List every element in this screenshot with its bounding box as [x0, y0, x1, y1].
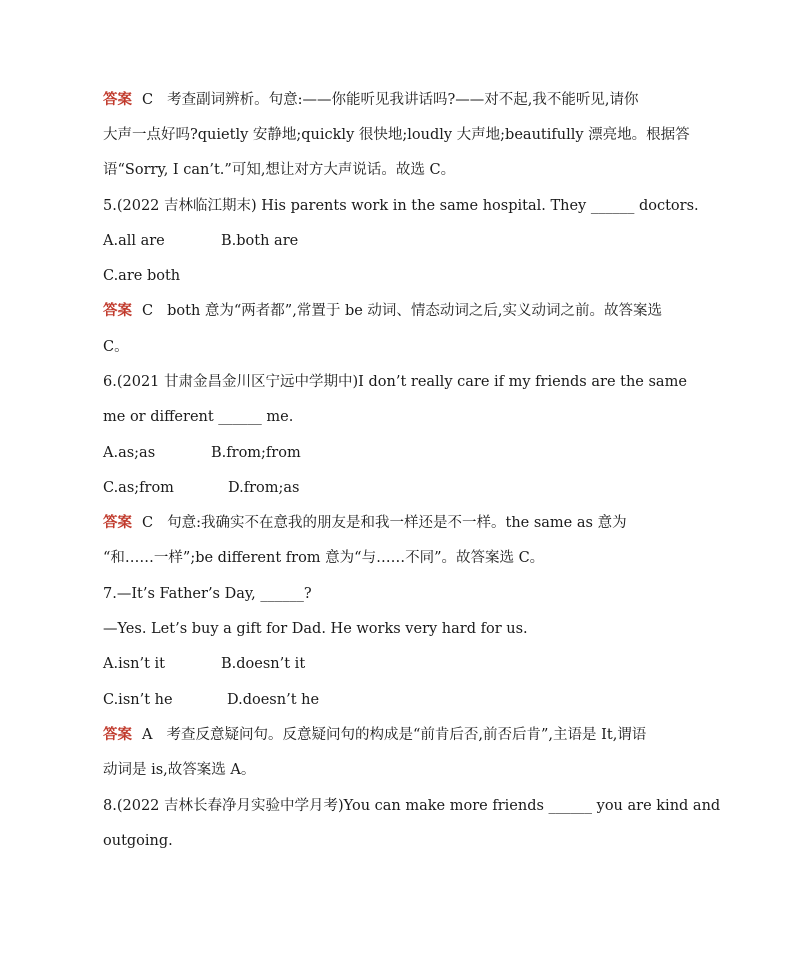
q7-stem-line-1: 7.—It’s Father’s Day, ______? [103, 586, 312, 602]
q5-options-row-1 [103, 231, 703, 251]
q7-answer-line-1 [103, 725, 703, 745]
option-c: C.are both [103, 268, 181, 284]
answer-letter: C [142, 515, 154, 531]
q6-answer-line-1 [103, 513, 703, 533]
q7-stem-line-2: —Yes. Let’s buy a gift for Dad. He works very hard for us. [103, 621, 528, 637]
answer-label: 答案 [103, 727, 132, 743]
option-b: B.from;from [211, 445, 301, 461]
explanation-text: 考查反意疑问句。反意疑问句的构成是“前肯后否,前否后肯”,主语是 It,谓语 [166, 727, 647, 743]
q6-options-row-1 [103, 443, 703, 463]
option-a: A.all are [103, 233, 165, 249]
q6-stem-line-2: me or different ______ me. [103, 409, 294, 425]
option-a: A.as;as [103, 445, 156, 461]
q4-answer-line-3: 语“Sorry, I can’t.”可知,想让对方大声说话。故选 C。 [103, 162, 456, 178]
q7-options-row-1 [103, 654, 703, 674]
option-c: C.as;from [103, 480, 174, 496]
q6-options-row-2 [103, 478, 703, 498]
q6-answer-line-2: “和……一样”;be different from 意为“与……不同”。故答案选 C。 [103, 550, 545, 566]
q4-answer-line-2: 大声一点好吗?quietly 安静地;quickly 很快地;loudly 大声地;beautifully 漂亮地。根据答 [103, 127, 690, 143]
explanation-text: 句意:我确实不在意我的朋友是和我一样还是不一样。the same as 意为 [167, 515, 627, 531]
explanation-text: 考查副词辨析。句意:——你能听见我讲话吗?——对不起,我不能听见,请你 [167, 92, 639, 108]
q4-answer-line-1 [103, 90, 703, 110]
q7-answer-line-2: 动词是 is,故答案选 A。 [103, 762, 256, 778]
answer-label: 答案 [103, 92, 132, 108]
answer-label: 答案 [103, 515, 132, 531]
explanation-text: both 意为“两者都”,常置于 be 动词、情态动词之后,实义动词之前。故答案选 [167, 303, 663, 319]
option-b: B.both are [221, 233, 299, 249]
option-c: C.isn’t he [103, 692, 173, 708]
q5-answer-line-2: C。 [103, 339, 129, 355]
q5-stem: 5.(2022 吉林临江期末) His parents work in the same hospital. They ______ doctors. [103, 198, 699, 214]
q8-stem-line-2: outgoing. [103, 833, 173, 849]
option-b: B.doesn’t it [221, 656, 306, 672]
option-a: A.isn’t it [103, 656, 166, 672]
option-d: D.from;as [228, 480, 300, 496]
q5-answer-line-1 [103, 301, 703, 321]
q8-stem-line-1: 8.(2022 吉林长春净月实验中学月考)You can make more friends ______ you are kind and [103, 798, 721, 814]
answer-letter: A [142, 727, 153, 743]
answer-letter: C [142, 303, 154, 319]
answer-letter: C [142, 92, 154, 108]
option-d: D.doesn’t he [227, 692, 320, 708]
q5-options-row-2 [103, 266, 703, 286]
q6-stem-line-1: 6.(2021 甘肃金昌金川区宁远中学期中)I don’t really care if my friends are the same [103, 374, 687, 390]
q7-options-row-2 [103, 690, 703, 710]
answer-label: 答案 [103, 303, 132, 319]
